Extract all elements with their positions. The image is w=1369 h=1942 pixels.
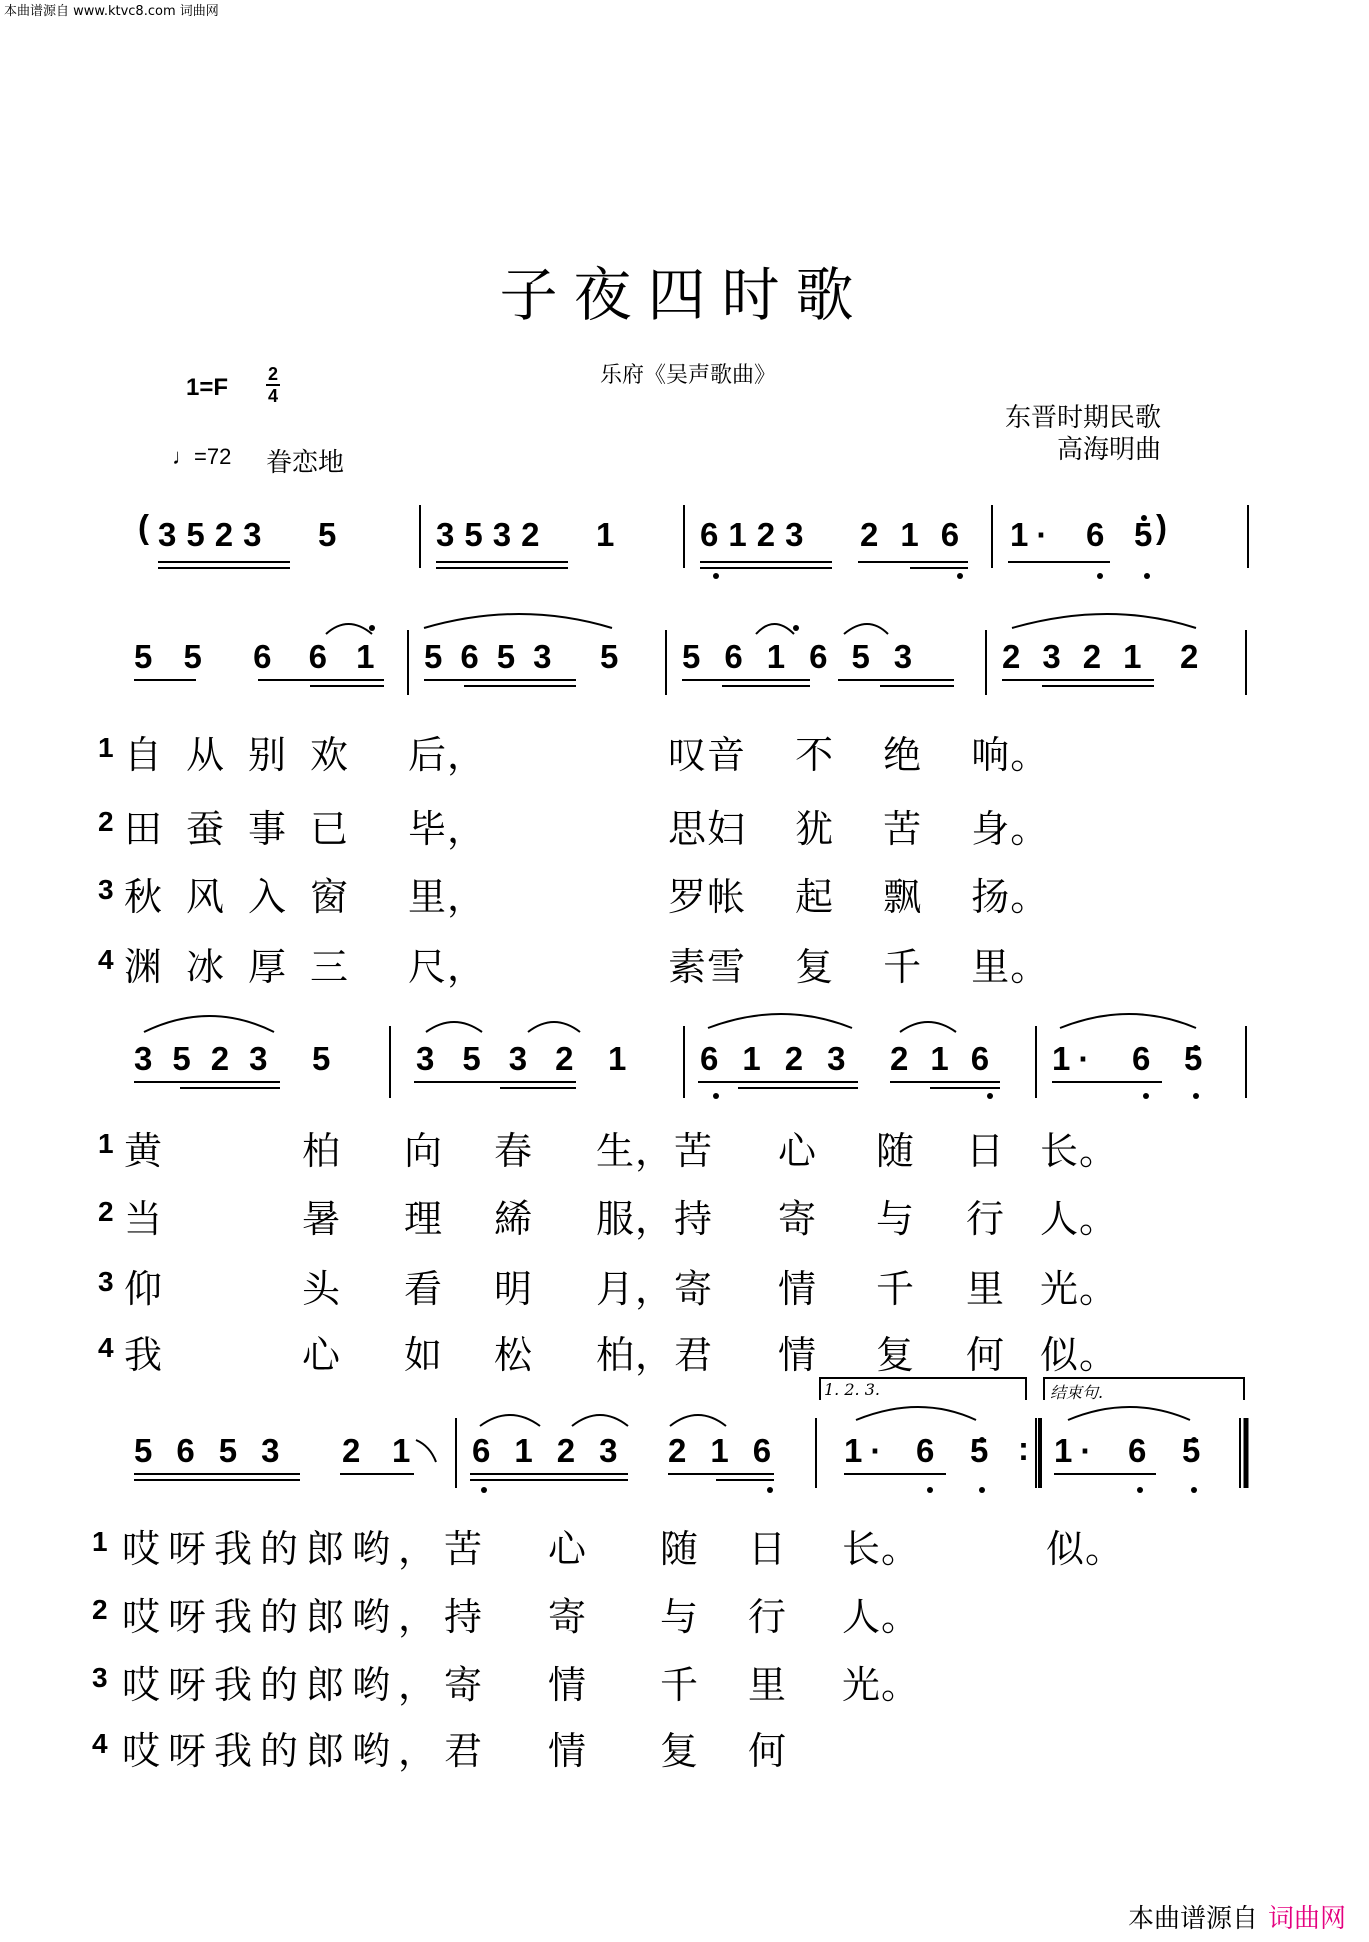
- note: 5: [218, 1432, 262, 1469]
- note: 1: [608, 1040, 627, 1077]
- note: 2: [210, 1040, 250, 1077]
- verse-number: 1: [92, 1526, 108, 1557]
- note: 1: [728, 516, 757, 553]
- note: 1: [930, 1040, 971, 1077]
- verse-word: 柏，君: [596, 1333, 714, 1377]
- verse-word: 仰: [124, 1267, 164, 1311]
- note: ·: [1036, 516, 1056, 553]
- note: 3: [134, 1040, 173, 1077]
- verse-word: 何: [748, 1729, 788, 1773]
- note: 5: [600, 638, 619, 675]
- source-text: 乐府《吴声歌曲》: [600, 363, 777, 388]
- verse-line: 哎呀我的郎哟，持: [122, 1595, 491, 1639]
- system-3-m3b: [890, 1040, 1011, 1078]
- system-1-m1: [158, 516, 271, 554]
- verse-word: 随: [876, 1129, 916, 1173]
- verse-number: 4: [98, 944, 114, 975]
- volta-final-ending: 结束句.: [1050, 1383, 1104, 1402]
- verse-word: 与: [660, 1595, 700, 1639]
- verse-number: 4: [98, 1332, 114, 1363]
- verse-word: 光。: [842, 1663, 921, 1707]
- note: 2: [521, 516, 550, 553]
- note: 5: [1182, 1432, 1201, 1469]
- verse-word: 人。: [1040, 1197, 1119, 1241]
- note: 6: [1086, 516, 1105, 553]
- note: 3: [893, 638, 937, 675]
- note: 6: [308, 638, 327, 675]
- verse-number: 1: [98, 1128, 114, 1159]
- verse-word: 松: [494, 1333, 534, 1377]
- note: 2: [890, 1040, 931, 1077]
- verse-word: 行: [966, 1197, 1006, 1241]
- verse-word: 暑: [302, 1197, 342, 1241]
- note: 3: [436, 516, 465, 553]
- verse-word: 心: [302, 1333, 342, 1377]
- verse-number: 4: [92, 1728, 108, 1759]
- note: 2: [860, 516, 901, 553]
- verse-word: 里: [966, 1267, 1006, 1311]
- verse-line: 秋风入窗: [124, 875, 373, 919]
- note: 6: [940, 516, 982, 553]
- note: 3: [508, 1040, 556, 1077]
- system-4-m2b: [668, 1432, 795, 1470]
- verse-line: 田蚕事已: [124, 807, 373, 851]
- meter-top: 2: [267, 364, 278, 384]
- note: 5: [186, 516, 215, 553]
- system-1-m2: [436, 516, 549, 554]
- verse-word: 寄: [778, 1197, 818, 1241]
- verse-word: 春: [494, 1129, 534, 1173]
- note: 1: [844, 1432, 871, 1469]
- verse-line: 毕，: [408, 807, 487, 851]
- verse-word: 里: [748, 1663, 788, 1707]
- verse-word: 人。: [842, 1595, 921, 1639]
- note: 3: [785, 516, 814, 553]
- note: 3: [416, 1040, 463, 1077]
- attribution-origin: 东晋时期民歌: [1004, 403, 1161, 433]
- verse-word: 明: [494, 1267, 534, 1311]
- system-1-m4: [1010, 516, 1055, 554]
- note: 1: [596, 516, 615, 553]
- note: 1: [1054, 1432, 1081, 1469]
- note: 3: [243, 516, 272, 553]
- note: 2: [555, 1040, 602, 1077]
- song-title: 子夜四时歌: [499, 261, 870, 329]
- system-1-m3b: [860, 516, 981, 554]
- verse-word: 千: [660, 1663, 700, 1707]
- system-1-m3: [700, 516, 813, 554]
- bottom-watermark-left: 本曲谱源自: [1128, 1904, 1259, 1934]
- verse-word: 情: [778, 1333, 818, 1377]
- verse-word: 何: [966, 1333, 1006, 1377]
- note: 1: [742, 1040, 785, 1077]
- top-watermark: 本曲谱源自 www.ktvc8.com 词曲网: [4, 4, 219, 19]
- note: 5: [318, 516, 337, 553]
- note: 3: [492, 516, 522, 553]
- verse-line: 思妇 犹 苦 身。: [668, 807, 1050, 851]
- system-3-m2: [416, 1040, 601, 1078]
- verse-word: 复: [660, 1729, 700, 1773]
- system-4-m1: [134, 1432, 303, 1470]
- note: 3: [249, 1040, 288, 1077]
- note: 5: [183, 638, 202, 675]
- verse-number: 3: [98, 1266, 114, 1297]
- note: 1: [356, 638, 375, 675]
- verse-word: 头: [302, 1267, 342, 1311]
- verse-word: 长。: [1040, 1129, 1119, 1173]
- verse-word: 情: [548, 1663, 588, 1707]
- note: 5: [496, 638, 534, 675]
- note: 3: [533, 638, 570, 675]
- meter-bottom: 4: [267, 386, 278, 406]
- note: 2: [1082, 638, 1124, 675]
- system-2-m4: [1002, 638, 1163, 676]
- note: ·: [1078, 1040, 1098, 1077]
- note: 5: [312, 1040, 331, 1077]
- verse-word: 复: [876, 1333, 916, 1377]
- note: 6: [700, 516, 729, 553]
- note: 3: [261, 1432, 304, 1469]
- note: 5: [970, 1432, 989, 1469]
- note: 6: [970, 1040, 1012, 1077]
- note: 5: [424, 638, 461, 675]
- note: 5: [851, 638, 894, 675]
- verse-word: 日: [966, 1129, 1006, 1173]
- verse-word: 絺: [494, 1197, 534, 1241]
- note: 1: [514, 1432, 557, 1469]
- key-signature: 1=F: [186, 374, 229, 401]
- verse-line: 哎呀我的郎哟，君: [122, 1729, 491, 1773]
- note: 2: [668, 1432, 711, 1469]
- verse-line: 自从别欢: [124, 733, 373, 777]
- verse-word: 行: [748, 1595, 788, 1639]
- verse-word: 似。: [1046, 1527, 1125, 1571]
- verse-line: 哎呀我的郎哟，苦: [122, 1527, 491, 1571]
- note: 6: [176, 1432, 219, 1469]
- verse-word: 日: [748, 1527, 788, 1571]
- note: ·: [870, 1432, 890, 1469]
- note: 2: [1002, 638, 1043, 675]
- verse-line: 哎呀我的郎哟，寄: [122, 1663, 491, 1707]
- note: 1: [1123, 638, 1164, 675]
- note: 5: [464, 516, 493, 553]
- verse-line: 素雪 复 千 里。: [668, 945, 1050, 989]
- note: 5: [462, 1040, 509, 1077]
- tempo-marking: ♩=72: [172, 444, 232, 469]
- verse-word: 月，寄: [596, 1267, 714, 1311]
- note: 5: [1184, 1040, 1203, 1077]
- verse-number: 3: [92, 1662, 108, 1693]
- repeat-sign: :: [1018, 1430, 1029, 1467]
- note: 6: [472, 1432, 515, 1469]
- note: 1: [1010, 516, 1037, 553]
- note: 3: [827, 1040, 870, 1077]
- note: 2: [1180, 638, 1199, 675]
- verse-word: 与: [876, 1197, 916, 1241]
- verse-line: 尺，: [408, 945, 487, 989]
- note: 1: [1052, 1040, 1079, 1077]
- verse-word: 当: [124, 1197, 164, 1241]
- verse-line: 里，: [408, 875, 487, 919]
- verse-word: 随: [660, 1527, 700, 1571]
- verse-word: 情: [778, 1267, 818, 1311]
- verse-line: 罗帐 起 飘 扬。: [668, 875, 1050, 919]
- note: 6: [752, 1432, 796, 1469]
- note: 5: [1134, 516, 1153, 553]
- verse-number: 1: [98, 732, 114, 763]
- system-4-m2: [472, 1432, 641, 1470]
- system-3-m1: [134, 1040, 287, 1078]
- note: 6: [1132, 1040, 1151, 1077]
- note: 3: [1042, 638, 1083, 675]
- verse-word: 心: [548, 1527, 588, 1571]
- verse-word: 似。: [1040, 1333, 1119, 1377]
- note: 6: [1128, 1432, 1147, 1469]
- system-1: [138, 508, 149, 546]
- system-2-m3: [682, 638, 936, 676]
- note: 2: [342, 1432, 361, 1469]
- verse-word: 光。: [1040, 1267, 1119, 1311]
- system-4-m4: [1054, 1432, 1099, 1470]
- system-3-m4: [1052, 1040, 1097, 1078]
- verse-line: 渊冰厚三: [124, 945, 373, 989]
- system-3-m3: [700, 1040, 869, 1078]
- note: 6: [700, 1040, 743, 1077]
- verse-word: 心: [778, 1129, 818, 1173]
- note: 6: [460, 638, 497, 675]
- verse-word: 服，持: [596, 1197, 714, 1241]
- note: 6: [253, 638, 272, 675]
- note: 1: [766, 638, 810, 675]
- verse-word: 寄: [548, 1595, 588, 1639]
- note: 6: [916, 1432, 935, 1469]
- note: 5: [134, 638, 153, 675]
- note: 1: [900, 516, 941, 553]
- note: 3: [158, 516, 187, 553]
- system-4-m3: [844, 1432, 889, 1470]
- note: 5: [172, 1040, 211, 1077]
- verse-number: 2: [92, 1594, 108, 1625]
- verse-word: 我: [124, 1333, 164, 1377]
- note: 1: [710, 1432, 753, 1469]
- verse-word: 向: [404, 1129, 444, 1173]
- note: 6: [724, 638, 767, 675]
- mood-marking: 眷恋地: [266, 448, 345, 478]
- note: 2: [784, 1040, 828, 1077]
- volta-first-ending: 1. 2. 3.: [824, 1380, 880, 1399]
- verse-word: 情: [548, 1729, 588, 1773]
- note: 2: [214, 516, 244, 553]
- note: 1: [392, 1432, 411, 1469]
- verse-word: 黄: [124, 1129, 164, 1173]
- note: 2: [756, 516, 786, 553]
- verse-word: 生，苦: [596, 1129, 714, 1173]
- note: 5: [682, 638, 725, 675]
- bottom-watermark-right: 词曲网: [1268, 1904, 1347, 1934]
- verse-word: 千: [876, 1267, 916, 1311]
- verse-word: 柏: [302, 1129, 342, 1173]
- attribution-composer: 高海明曲: [1056, 435, 1161, 465]
- verse-line: 后，: [408, 733, 487, 777]
- note: 3: [599, 1432, 642, 1469]
- verse-word: 长。: [842, 1527, 921, 1571]
- note: ·: [1080, 1432, 1100, 1469]
- note: (: [138, 508, 149, 545]
- system-2-m1: [134, 638, 374, 676]
- verse-word: 看: [404, 1267, 444, 1311]
- note: 6: [809, 638, 852, 675]
- verse-line: 叹音 不 绝 响。: [668, 733, 1050, 777]
- system-2-m2: [424, 638, 569, 676]
- note: 2: [556, 1432, 600, 1469]
- note: 5: [134, 1432, 177, 1469]
- verse-number: 3: [98, 874, 114, 905]
- note: ): [1156, 508, 1167, 545]
- verse-word: 如: [404, 1333, 444, 1377]
- verse-number: 2: [98, 806, 114, 837]
- verse-number: 2: [98, 1196, 114, 1227]
- verse-word: 理: [404, 1197, 444, 1241]
